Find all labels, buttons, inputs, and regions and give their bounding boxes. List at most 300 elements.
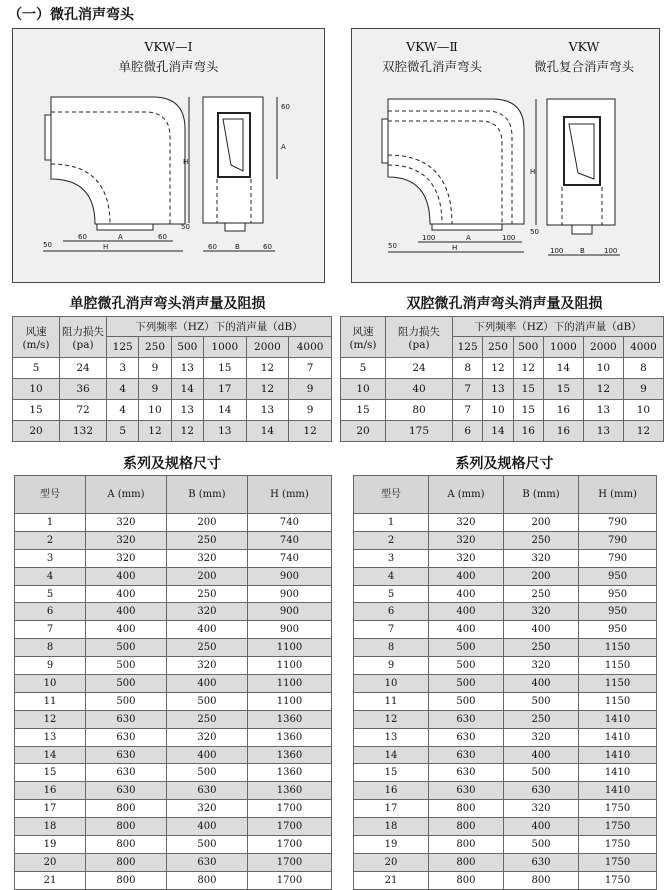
spec-row — [15, 728, 332, 746]
table-cell: 6 — [15, 603, 86, 621]
diagram-vkw-2 — [351, 28, 660, 283]
table-cell: 740 — [247, 514, 331, 532]
spec-row — [15, 657, 332, 675]
table-cell: 320 — [166, 549, 247, 567]
table-cell: 800 — [166, 871, 247, 889]
spec-row — [354, 621, 657, 639]
table-cell: 13 — [246, 400, 289, 421]
table-cell: 9 — [289, 379, 332, 400]
spec-row — [354, 836, 657, 854]
table-cell: 1410 — [579, 764, 657, 782]
spec-row — [15, 531, 332, 549]
table-cell: 200 — [166, 567, 247, 585]
table-cell: 10 — [13, 379, 60, 400]
table-cell: 500 — [86, 639, 167, 657]
spec-row — [354, 531, 657, 549]
diagram-name: 单腔微孔消声弯头 — [118, 59, 219, 74]
table-cell: 630 — [86, 746, 167, 764]
table-cell: 500 — [86, 692, 167, 710]
table-cell: 320 — [429, 531, 504, 549]
freq-cell: 125 — [453, 337, 483, 358]
spec-header: A (mm) — [86, 476, 167, 514]
table-cell: 250 — [166, 639, 247, 657]
table-cell: 80 — [386, 400, 453, 421]
spec-row — [15, 800, 332, 818]
dim-label: H — [103, 243, 109, 251]
table-cell: 800 — [429, 853, 504, 871]
table-cell: 630 — [86, 728, 167, 746]
table-cell: 14 — [15, 746, 86, 764]
table-cell: 320 — [429, 514, 504, 532]
table-cell: 12 — [289, 421, 332, 442]
table-cell: 10 — [483, 400, 513, 421]
table-cell: 320 — [166, 657, 247, 675]
noise-row — [341, 358, 664, 379]
noise-row — [13, 400, 332, 421]
table-cell: 20 — [15, 853, 86, 871]
table-cell: 20 — [354, 853, 429, 871]
dim-label: 50 — [43, 241, 52, 249]
table-cell: 630 — [429, 782, 504, 800]
table-cell: 1150 — [579, 657, 657, 675]
table-cell: 24 — [386, 358, 453, 379]
table-cell: 15 — [513, 400, 543, 421]
spec-row — [15, 675, 332, 693]
spec-header: B (mm) — [166, 476, 247, 514]
freq-cell: 500 — [171, 337, 203, 358]
noise-row — [13, 421, 332, 442]
table-cell: 5 — [15, 585, 86, 603]
freq-cell: 125 — [107, 337, 139, 358]
table-cell: 900 — [247, 621, 331, 639]
table-cell: 16 — [543, 421, 583, 442]
freq-cell: 1000 — [543, 337, 583, 358]
table-cell: 320 — [503, 728, 578, 746]
table-cell: 800 — [429, 800, 504, 818]
table-cell: 14 — [543, 358, 583, 379]
table-cell: 4 — [107, 379, 139, 400]
table-cell: 630 — [503, 853, 578, 871]
table-cell: 1360 — [247, 710, 331, 728]
table-cell: 9 — [15, 657, 86, 675]
table-cell: 1100 — [247, 639, 331, 657]
table-cell: 1700 — [247, 800, 331, 818]
table-cell: 12 — [246, 358, 289, 379]
table-cell: 15 — [354, 764, 429, 782]
header-speed: 风速 (m/s) — [341, 317, 386, 358]
table-cell: 13 — [354, 728, 429, 746]
table-cell: 17 — [354, 800, 429, 818]
table-cell: 630 — [166, 782, 247, 800]
table-cell: 630 — [429, 710, 504, 728]
table-cell: 400 — [166, 621, 247, 639]
table-cell: 250 — [166, 585, 247, 603]
table-cell: 320 — [503, 800, 578, 818]
table-cell: 200 — [503, 567, 578, 585]
table-cell: 14 — [203, 400, 246, 421]
noise-row — [13, 379, 332, 400]
table-cell: 800 — [86, 836, 167, 854]
freq-cell: 250 — [483, 337, 513, 358]
table-cell: 790 — [579, 531, 657, 549]
noise-row — [341, 379, 664, 400]
spec-row — [15, 621, 332, 639]
table-cell: 1100 — [247, 692, 331, 710]
table-cell: 132 — [60, 421, 107, 442]
table-cell: 500 — [503, 836, 578, 854]
table-cell: 1410 — [579, 710, 657, 728]
spec-row — [15, 764, 332, 782]
table-cell: 950 — [579, 621, 657, 639]
table-cell: 5 — [341, 358, 386, 379]
table-cell: 10 — [139, 400, 171, 421]
table-cell: 400 — [429, 603, 504, 621]
table-cell: 14 — [246, 421, 289, 442]
table-cell: 12 — [354, 710, 429, 728]
spec-row — [354, 639, 657, 657]
table-cell: 320 — [166, 800, 247, 818]
table-cell: 900 — [247, 603, 331, 621]
freq-cell: 2000 — [583, 337, 623, 358]
table-cell: 900 — [247, 567, 331, 585]
table-cell: 12 — [623, 421, 663, 442]
table-cell: 800 — [86, 818, 167, 836]
table-cell: 10 — [341, 379, 386, 400]
noise-row — [13, 358, 332, 379]
dim-label: 60 — [208, 243, 217, 251]
table-cell: 10 — [623, 400, 663, 421]
table-cell: 320 — [86, 531, 167, 549]
table-cell: 21 — [15, 871, 86, 889]
table-cell: 10 — [15, 675, 86, 693]
table-cell: 500 — [503, 764, 578, 782]
table-cell: 10 — [354, 675, 429, 693]
table-cell: 1150 — [579, 639, 657, 657]
table-cell: 1100 — [247, 675, 331, 693]
table-cell: 4 — [107, 400, 139, 421]
spec-row — [15, 871, 332, 889]
table-cell: 72 — [60, 400, 107, 421]
dim-label: H — [530, 168, 536, 176]
table-cell: 12 — [246, 379, 289, 400]
table-cell: 630 — [503, 782, 578, 800]
table-cell: 36 — [60, 379, 107, 400]
table-cell: 12 — [15, 710, 86, 728]
table-cell: 320 — [503, 549, 578, 567]
table-cell: 800 — [429, 818, 504, 836]
table-cell: 1410 — [579, 728, 657, 746]
table-cell: 13 — [483, 379, 513, 400]
spec-row — [354, 800, 657, 818]
table-cell: 15 — [543, 379, 583, 400]
table-cell: 400 — [166, 675, 247, 693]
table-cell: 13 — [171, 400, 203, 421]
table-cell: 400 — [86, 567, 167, 585]
table-cell: 740 — [247, 549, 331, 567]
table-cell: 250 — [166, 531, 247, 549]
table-cell: 250 — [166, 710, 247, 728]
table-cell: 1750 — [579, 818, 657, 836]
table-cell: 400 — [429, 585, 504, 603]
table-cell: 1150 — [579, 692, 657, 710]
spec-header: B (mm) — [503, 476, 578, 514]
table-cell: 790 — [579, 514, 657, 532]
noise-row — [341, 400, 664, 421]
elbow-drawing-left — [13, 29, 324, 282]
table-cell: 9 — [623, 379, 663, 400]
spec-row — [354, 675, 657, 693]
table-cell: 400 — [86, 585, 167, 603]
dim-label: 100 — [604, 247, 618, 255]
spec-table-left — [14, 475, 332, 890]
spec-table-title-left: 系列及规格尺寸 — [123, 456, 221, 472]
table-cell: 1100 — [247, 657, 331, 675]
table-cell: 8 — [453, 358, 483, 379]
dim-label: H — [183, 158, 189, 166]
table-cell: 9 — [354, 657, 429, 675]
table-cell: 500 — [166, 836, 247, 854]
table-cell: 1 — [354, 514, 429, 532]
table-cell: 12 — [513, 358, 543, 379]
table-cell: 400 — [429, 621, 504, 639]
section-title: （一）微孔消声弯头 — [8, 7, 134, 23]
table-cell: 12 — [139, 421, 171, 442]
spec-row — [354, 764, 657, 782]
table-cell: 790 — [579, 549, 657, 567]
table-cell: 10 — [583, 358, 623, 379]
table-cell: 320 — [166, 603, 247, 621]
table-cell: 320 — [86, 549, 167, 567]
table-cell: 1700 — [247, 871, 331, 889]
table-cell: 17 — [203, 379, 246, 400]
spec-row — [15, 853, 332, 871]
table-cell: 320 — [166, 728, 247, 746]
table-cell: 21 — [354, 871, 429, 889]
table-cell: 630 — [86, 764, 167, 782]
dim-label: 100 — [422, 234, 436, 242]
freq-cell: 4000 — [623, 337, 663, 358]
table-cell: 8 — [354, 639, 429, 657]
table-cell: 14 — [171, 379, 203, 400]
table-cell: 1360 — [247, 764, 331, 782]
table-cell: 800 — [86, 853, 167, 871]
spec-header: H (mm) — [247, 476, 331, 514]
dim-label: B — [580, 247, 585, 255]
dim-label: 60 — [263, 243, 272, 251]
spec-row — [354, 549, 657, 567]
table-cell: 3 — [107, 358, 139, 379]
table-cell: 1360 — [247, 782, 331, 800]
table-cell: 13 — [583, 400, 623, 421]
spec-row — [15, 782, 332, 800]
spec-row — [15, 603, 332, 621]
dim-label: A — [118, 233, 123, 241]
spec-row — [354, 853, 657, 871]
table-cell: 800 — [429, 871, 504, 889]
table-cell: 800 — [86, 871, 167, 889]
table-cell: 400 — [503, 621, 578, 639]
table-cell: 250 — [503, 639, 578, 657]
table-cell: 7 — [453, 400, 483, 421]
table-cell: 1750 — [579, 800, 657, 818]
table-cell: 1700 — [247, 818, 331, 836]
table-cell: 320 — [86, 514, 167, 532]
table-cell: 500 — [429, 675, 504, 693]
table-cell: 4 — [354, 567, 429, 585]
table-cell: 175 — [386, 421, 453, 442]
header-loss: 阻力损失 (pa) — [386, 317, 453, 358]
table-cell: 630 — [429, 764, 504, 782]
dim-label: 100 — [550, 247, 564, 255]
table-cell: 13 — [583, 421, 623, 442]
dim-label: 60 — [281, 103, 290, 111]
spec-table-title-right: 系列及规格尺寸 — [455, 456, 554, 472]
table-cell: 14 — [354, 746, 429, 764]
noise-table-right — [340, 316, 664, 442]
table-cell: 950 — [579, 585, 657, 603]
table-cell: 740 — [247, 531, 331, 549]
freq-cell: 4000 — [289, 337, 332, 358]
table-cell: 1360 — [247, 746, 331, 764]
noise-table-title-left: 单腔微孔消声弯头消声量及阻损 — [69, 296, 266, 312]
table-cell: 500 — [503, 692, 578, 710]
table-cell: 7 — [453, 379, 483, 400]
table-cell: 40 — [386, 379, 453, 400]
table-cell: 20 — [341, 421, 386, 442]
table-cell: 16 — [543, 400, 583, 421]
table-cell: 15 — [13, 400, 60, 421]
table-cell: 500 — [86, 675, 167, 693]
table-cell: 200 — [166, 514, 247, 532]
table-cell: 200 — [503, 514, 578, 532]
freq-cell: 500 — [513, 337, 543, 358]
freq-cell: 1000 — [203, 337, 246, 358]
table-cell: 250 — [503, 531, 578, 549]
spec-row — [354, 746, 657, 764]
spec-row — [354, 871, 657, 889]
table-cell: 16 — [513, 421, 543, 442]
spec-header: 型号 — [354, 476, 429, 514]
table-cell: 5 — [13, 358, 60, 379]
table-cell: 800 — [86, 800, 167, 818]
table-cell: 9 — [139, 379, 171, 400]
table-cell: 15 — [15, 764, 86, 782]
spec-row — [15, 639, 332, 657]
table-cell: 12 — [583, 379, 623, 400]
table-cell: 13 — [203, 421, 246, 442]
spec-row — [15, 549, 332, 567]
table-cell: 1750 — [579, 853, 657, 871]
table-cell: 400 — [86, 621, 167, 639]
table-cell: 20 — [13, 421, 60, 442]
dim-label: 60 — [158, 233, 167, 241]
table-cell: 16 — [15, 782, 86, 800]
table-cell: 250 — [503, 585, 578, 603]
dim-label: 50 — [530, 228, 539, 236]
table-cell: 500 — [166, 692, 247, 710]
table-cell: 950 — [579, 603, 657, 621]
spec-row — [15, 514, 332, 532]
table-cell: 900 — [247, 585, 331, 603]
dim-label: 100 — [502, 234, 516, 242]
header-speed: 风速 (m/s) — [13, 317, 60, 358]
spec-row — [354, 818, 657, 836]
table-cell: 630 — [166, 853, 247, 871]
diagram-code: VKW—Ⅰ — [144, 39, 193, 54]
table-cell: 1750 — [579, 836, 657, 854]
table-cell: 24 — [60, 358, 107, 379]
table-cell: 18 — [15, 818, 86, 836]
table-cell: 5 — [354, 585, 429, 603]
elbow-drawing-right — [352, 29, 659, 282]
table-cell: 15 — [341, 400, 386, 421]
table-cell: 6 — [453, 421, 483, 442]
table-cell: 1150 — [579, 675, 657, 693]
table-cell: 13 — [15, 728, 86, 746]
table-cell: 3 — [354, 549, 429, 567]
dim-label: A — [281, 143, 286, 151]
spec-row — [354, 692, 657, 710]
dim-label: B — [235, 243, 240, 251]
table-cell: 630 — [429, 746, 504, 764]
spec-row — [15, 567, 332, 585]
freq-cell: 250 — [139, 337, 171, 358]
noise-row — [341, 421, 664, 442]
table-cell: 14 — [483, 421, 513, 442]
table-cell: 400 — [86, 603, 167, 621]
table-cell: 320 — [429, 549, 504, 567]
table-cell: 2 — [15, 531, 86, 549]
table-cell: 7 — [354, 621, 429, 639]
table-cell: 950 — [579, 567, 657, 585]
diagram-name: 双腔微孔消声弯头 — [381, 59, 482, 74]
table-cell: 12 — [171, 421, 203, 442]
spec-row — [354, 782, 657, 800]
table-cell: 9 — [139, 358, 171, 379]
table-cell: 13 — [171, 358, 203, 379]
spec-row — [354, 603, 657, 621]
table-cell: 320 — [503, 603, 578, 621]
table-cell: 320 — [503, 657, 578, 675]
spec-header: H (mm) — [579, 476, 657, 514]
diagram-code: VKW—Ⅱ — [406, 39, 458, 54]
dim-label: A — [466, 234, 471, 242]
table-cell: 7 — [15, 621, 86, 639]
spec-row — [354, 585, 657, 603]
table-cell: 1700 — [247, 853, 331, 871]
table-cell: 400 — [166, 746, 247, 764]
diagram-code: VKW — [568, 39, 600, 54]
table-cell: 1410 — [579, 746, 657, 764]
freq-cell: 2000 — [246, 337, 289, 358]
dim-label: H — [452, 244, 458, 252]
table-cell: 500 — [86, 657, 167, 675]
table-cell: 1750 — [579, 871, 657, 889]
dim-label: 60 — [78, 233, 87, 241]
table-cell: 7 — [289, 358, 332, 379]
table-cell: 1410 — [579, 782, 657, 800]
table-cell: 5 — [107, 421, 139, 442]
table-cell: 400 — [503, 675, 578, 693]
spec-header: A (mm) — [429, 476, 504, 514]
table-cell: 2 — [354, 531, 429, 549]
table-cell: 19 — [15, 836, 86, 854]
table-cell: 630 — [86, 782, 167, 800]
spec-row — [15, 710, 332, 728]
header-freq: 下列频率（HZ）下的消声量（dB） — [453, 317, 664, 337]
table-cell: 6 — [354, 603, 429, 621]
table-cell: 400 — [166, 818, 247, 836]
